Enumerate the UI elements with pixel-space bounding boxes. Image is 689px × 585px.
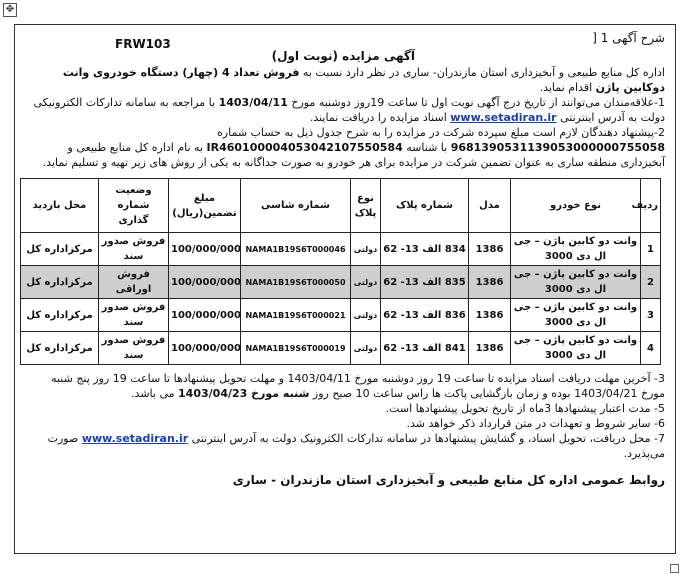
cell-chassis: NAMA1B19S6T000021 bbox=[241, 299, 351, 332]
cell-doc-status: فروش صدور سند bbox=[99, 299, 169, 332]
item-2-b: با شناسه bbox=[402, 141, 451, 154]
header-plate: شماره پلاک bbox=[381, 179, 469, 233]
item-2-a: 2-پیشنهاد دهندگان لازم است مبلغ سپرده شرکت در مزایده را به شرح جدول ذیل به حساب شماره bbox=[217, 126, 665, 139]
cell-plate-type: دولتی bbox=[351, 233, 381, 266]
cell-plate: 834 الف 13- 62 bbox=[381, 233, 469, 266]
item-3-a: 3- آخرین مهلت دریافت اسناد مزایده تا ساعت 19 روز دوشنبه مورخ 1403/04/11 و مهلت تحویل پیشنهادها تا ساعت 19 روز پنج شنبه مورخ 1403/04/21 بوده و زمان بازگشایی پاکت ها راس ساعت 10 صبح روز bbox=[51, 372, 665, 400]
item-3-bold: شنبه مورخ 1403/04/23 bbox=[178, 387, 310, 400]
cell-type: وانت دو کابین پاژن – جی ال دی 3000 bbox=[511, 299, 641, 332]
header-plate-type: نوع پلاک bbox=[351, 179, 381, 233]
item-3 bbox=[25, 371, 665, 401]
cell-visit: مرکزاداره کل bbox=[21, 299, 99, 332]
ad-header bbox=[25, 31, 665, 65]
intro-bold: فروش تعداد 4 (چهار) دستگاه خودروی وانت دوکابین پاژن bbox=[62, 66, 665, 94]
signature: روابط عمومی اداره کل منابع طبیعی و آبخیزداری استان مازندران - ساری bbox=[232, 473, 665, 487]
cell-model: 1386 bbox=[469, 332, 511, 365]
cell-type: وانت دو کابین پاژن – جی ال دی 3000 bbox=[511, 233, 641, 266]
item-7 bbox=[25, 431, 665, 461]
cell-plate-type: دولتی bbox=[351, 266, 381, 299]
header-amount: مبلغ تضمین(ریال) bbox=[169, 179, 241, 233]
cell-type: وانت دو کابین پاژن – جی ال دی 3000 bbox=[511, 266, 641, 299]
move-handle-icon[interactable]: ✥ bbox=[3, 3, 17, 17]
cell-doc-status: فروش اوراقی bbox=[99, 266, 169, 299]
header-doc-status: وضعیت شماره گذاری bbox=[99, 179, 169, 233]
item-2-c: به نام اداره کل منابع طبیعی و آبخیزداری منطقه ساری به عنوان تضمین شرکت در مزایده برای هر خودرو به صورت جداگانه به یکی از روش های زیر تهیه و تسلیم نماید. bbox=[42, 141, 665, 169]
iban: IR460100004053042107550584 bbox=[206, 141, 403, 154]
cell-doc-status: فروش صدور سند bbox=[99, 332, 169, 365]
cell-plate-type: دولتی bbox=[351, 299, 381, 332]
ad-code: FRW103 bbox=[115, 37, 171, 51]
header-chassis: شماره شاسی bbox=[241, 179, 351, 233]
cell-chassis: NAMA1B19S6T000046 bbox=[241, 233, 351, 266]
cell-plate-type: دولتی bbox=[351, 332, 381, 365]
cell-plate: 836 الف 13- 62 bbox=[381, 299, 469, 332]
resize-handle[interactable] bbox=[670, 564, 679, 573]
footer-notes bbox=[25, 371, 665, 488]
cell-row: 1 bbox=[641, 233, 661, 266]
intro-tail: اقدام نماید. bbox=[539, 81, 596, 94]
cell-amount: 100/000/000 bbox=[169, 233, 241, 266]
item-1 bbox=[25, 95, 665, 125]
item-1-date: 1403/04/11 bbox=[218, 96, 288, 109]
item-5: 5- مدت اعتبار پیشنهادها 3ماه از تاریخ تحویل پیشنهادها است. bbox=[385, 402, 665, 415]
cell-type: وانت دو کابین پاژن – جی ال دی 3000 bbox=[511, 332, 641, 365]
ad-frame bbox=[14, 24, 676, 554]
item-7-b: صورت می‌پذیرد. bbox=[47, 432, 665, 460]
intro-paragraph bbox=[25, 65, 665, 95]
setadiran-link-2[interactable]: www.setadiran.ir bbox=[81, 432, 189, 445]
cell-chassis: NAMA1B19S6T000050 bbox=[241, 266, 351, 299]
item-6: 6- سایر شروط و تعهدات در متن قرارداد ذکر خواهد شد. bbox=[406, 417, 665, 430]
item-7-a: 7- محل دریافت، تحویل اسناد، و گشایش پیشنهادها در سامانه تدارکات الکترونیک دولت به آدرس اینترنتی bbox=[188, 432, 665, 445]
cell-amount: 100/000/000 bbox=[169, 332, 241, 365]
table-row bbox=[21, 233, 661, 266]
ad-content bbox=[25, 31, 665, 488]
header-model: مدل bbox=[469, 179, 511, 233]
cell-model: 1386 bbox=[469, 266, 511, 299]
cell-model: 1386 bbox=[469, 299, 511, 332]
item-1-a: 1-علاقه‌مندان می‌توانند از تاریخ درج آگهی نوبت اول تا ساعت 19روز دوشنبه مورخ bbox=[287, 96, 665, 109]
cell-row: 4 bbox=[641, 332, 661, 365]
cell-amount: 100/000/000 bbox=[169, 299, 241, 332]
cell-plate: 841 الف 13- 62 bbox=[381, 332, 469, 365]
item-1-b: با مراجعه به سامانه تدارکات الکترونیکی دولت به آدرس اینترنتی bbox=[33, 96, 665, 124]
header-row-number: ردیف bbox=[641, 179, 661, 233]
cell-model: 1386 bbox=[469, 233, 511, 266]
header-vehicle-type: نوع خودرو bbox=[511, 179, 641, 233]
intro-text: اداره کل منابع طبیعی و آبخیزداری استان مازندران- ساری در نظر دارد نسبت به bbox=[299, 66, 665, 79]
item-3-b: می باشد. bbox=[131, 387, 179, 400]
cell-visit: مرکزاداره کل bbox=[21, 332, 99, 365]
table-row bbox=[21, 266, 661, 299]
ad-title: آگهی مزایده (نوبت اول) bbox=[271, 49, 415, 63]
cell-row: 2 bbox=[641, 266, 661, 299]
table-row bbox=[21, 332, 661, 365]
header-visit-location: محل بازدید bbox=[21, 179, 99, 233]
cell-visit: مرکزاداره کل bbox=[21, 233, 99, 266]
table-header-row bbox=[21, 179, 661, 233]
cell-doc-status: فروش صدور سند bbox=[99, 233, 169, 266]
ad-label: شرح آگهی 1 [ bbox=[592, 31, 665, 45]
cell-plate: 835 الف 13- 62 bbox=[381, 266, 469, 299]
account-number: 9681390531139053000000755058 bbox=[450, 141, 665, 154]
cell-amount: 100/000/000 bbox=[169, 266, 241, 299]
cell-visit: مرکزاداره کل bbox=[21, 266, 99, 299]
cell-chassis: NAMA1B19S6T000019 bbox=[241, 332, 351, 365]
item-1-c: اسناد مزایده را دریافت نمایند. bbox=[309, 111, 451, 124]
item-2 bbox=[25, 125, 665, 170]
table-row bbox=[21, 299, 661, 332]
vehicles-table bbox=[20, 178, 661, 365]
setadiran-link[interactable]: www.setadiran.ir bbox=[450, 111, 557, 124]
cell-row: 3 bbox=[641, 299, 661, 332]
